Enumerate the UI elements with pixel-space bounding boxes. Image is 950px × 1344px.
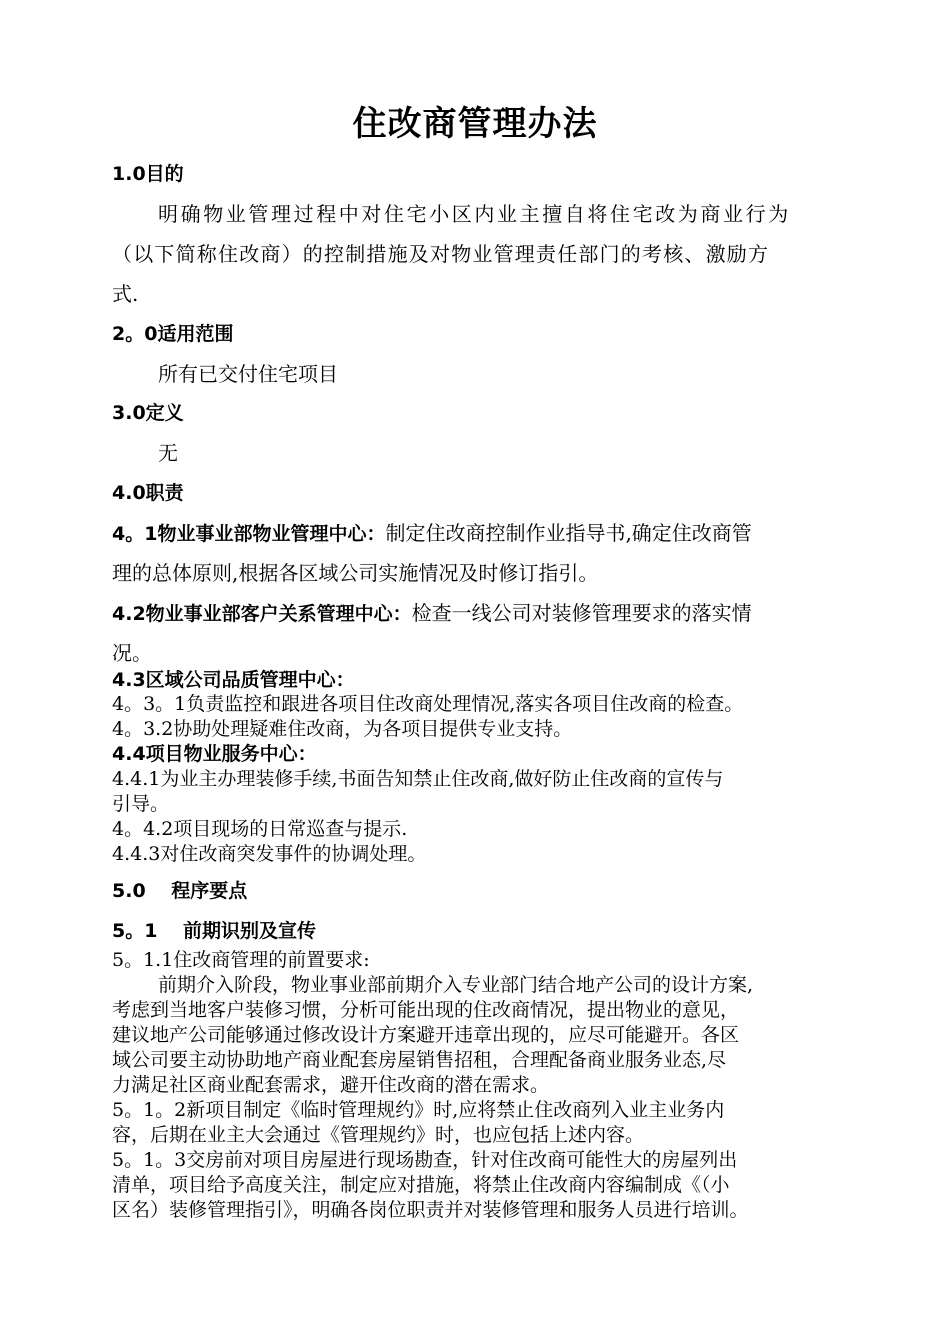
responsibility-4-4-2: 4。4.2项目现场的日常巡查与提示. bbox=[112, 818, 408, 840]
responsibility-4-4-3: 4.4.3对住改商突发事件的协调处理。 bbox=[112, 843, 427, 865]
responsibility-4-4-heading: 4.4项目物业服务中心： bbox=[112, 743, 317, 765]
purpose-paragraph-line-2: （以下简称住改商）的控制措施及对物业管理责任部门的考核、激励方 bbox=[112, 242, 770, 266]
responsibility-4-1-line-1 bbox=[112, 519, 752, 548]
section-heading-responsibility: 4.0职责 bbox=[112, 482, 184, 504]
item-5-1-1-line-2: 考虑到当地客户装修习惯，分析可能出现的住改商情况，提出物业的意见， bbox=[112, 999, 740, 1021]
section-heading-definition: 3.0定义 bbox=[112, 402, 184, 424]
responsibility-4-1-text: 制定住改商控制作业指导书,确定住改商管 bbox=[385, 521, 752, 545]
item-5-1-2-line-1: 5。1。2新项目制定《临时管理规约》时,应将禁止住改商列入业主业务内 bbox=[112, 1099, 725, 1121]
item-5-1-1-line-1: 前期介入阶段，物业事业部前期介入专业部门结合地产公司的设计方案, bbox=[158, 974, 754, 996]
responsibility-4-2-line-1 bbox=[112, 599, 752, 628]
section-heading-procedure: 5.0 程序要点 bbox=[112, 880, 248, 902]
purpose-paragraph-line-1: 明确物业管理过程中对住宅小区内业主擅自将住宅改为商业行为 bbox=[158, 202, 791, 226]
responsibility-4-4-1-line-2: 引导。 bbox=[112, 793, 170, 815]
definition-paragraph: 无 bbox=[158, 441, 178, 465]
responsibility-4-2-line-2: 况。 bbox=[112, 641, 152, 665]
section-heading-purpose: 1.0目的 bbox=[112, 163, 184, 185]
item-5-1-1-line-5: 力满足社区商业配套需求，避开住改商的潜在需求。 bbox=[112, 1074, 550, 1096]
responsibility-4-3-heading: 4.3区域公司品质管理中心： bbox=[112, 669, 355, 691]
responsibility-4-4-1-line-1: 4.4.1为业主办理装修手续,书面告知禁止住改商,做好防止住改商的宣传与 bbox=[112, 768, 724, 790]
item-5-1-3-line-2: 清单，项目给予高度关注，制定应对措施，将禁止住改商内容编制成《（小 bbox=[112, 1174, 730, 1196]
scope-paragraph: 所有已交付住宅项目 bbox=[158, 362, 338, 386]
section-heading-scope: 2。0适用范围 bbox=[112, 323, 234, 345]
item-5-1-1-line-3: 建议地产公司能够通过修改设计方案避开违章出现的，应尽可能避开。各区 bbox=[112, 1024, 740, 1046]
item-5-1-3-line-1: 5。1。3交房前对项目房屋进行现场勘查，针对住改商可能性大的房屋列出 bbox=[112, 1149, 738, 1171]
item-5-1-3-line-3: 区名）装修管理指引》，明确各岗位职责并对装修管理和服务人员进行培训。 bbox=[112, 1199, 749, 1221]
purpose-paragraph-line-3: 式. bbox=[112, 282, 139, 306]
responsibility-4-1-line-2: 理的总体原则,根据各区域公司实施情况及时修订指引。 bbox=[112, 561, 599, 585]
document-title: 住改商管理办法 bbox=[352, 104, 598, 144]
responsibility-4-2-text: 检查一线公司对装修管理要求的落实情 bbox=[411, 601, 752, 625]
subsection-heading-5-1: 5。1 前期识别及宣传 bbox=[112, 920, 317, 942]
responsibility-4-3-2: 4。3.2协助处理疑难住改商，为各项目提供专业支持。 bbox=[112, 718, 573, 740]
item-5-1-1-heading: 5。1.1住改商管理的前置要求: bbox=[112, 949, 370, 971]
item-5-1-1-line-4: 域公司要主动协助地产商业配套房屋销售招租，合理配备商业服务业态,尽 bbox=[112, 1049, 727, 1071]
item-5-1-2-line-2: 容，后期在业主大会通过《管理规约》时，也应包括上述内容。 bbox=[112, 1124, 645, 1146]
responsibility-4-2-label: 4.2物业事业部客户关系管理中心： bbox=[112, 603, 412, 625]
responsibility-4-1-label: 4。1物业事业部物业管理中心： bbox=[112, 523, 386, 545]
responsibility-4-3-1: 4。3。1负责监控和跟进各项目住改商处理情况,落实各项目住改商的检查。 bbox=[112, 693, 744, 715]
